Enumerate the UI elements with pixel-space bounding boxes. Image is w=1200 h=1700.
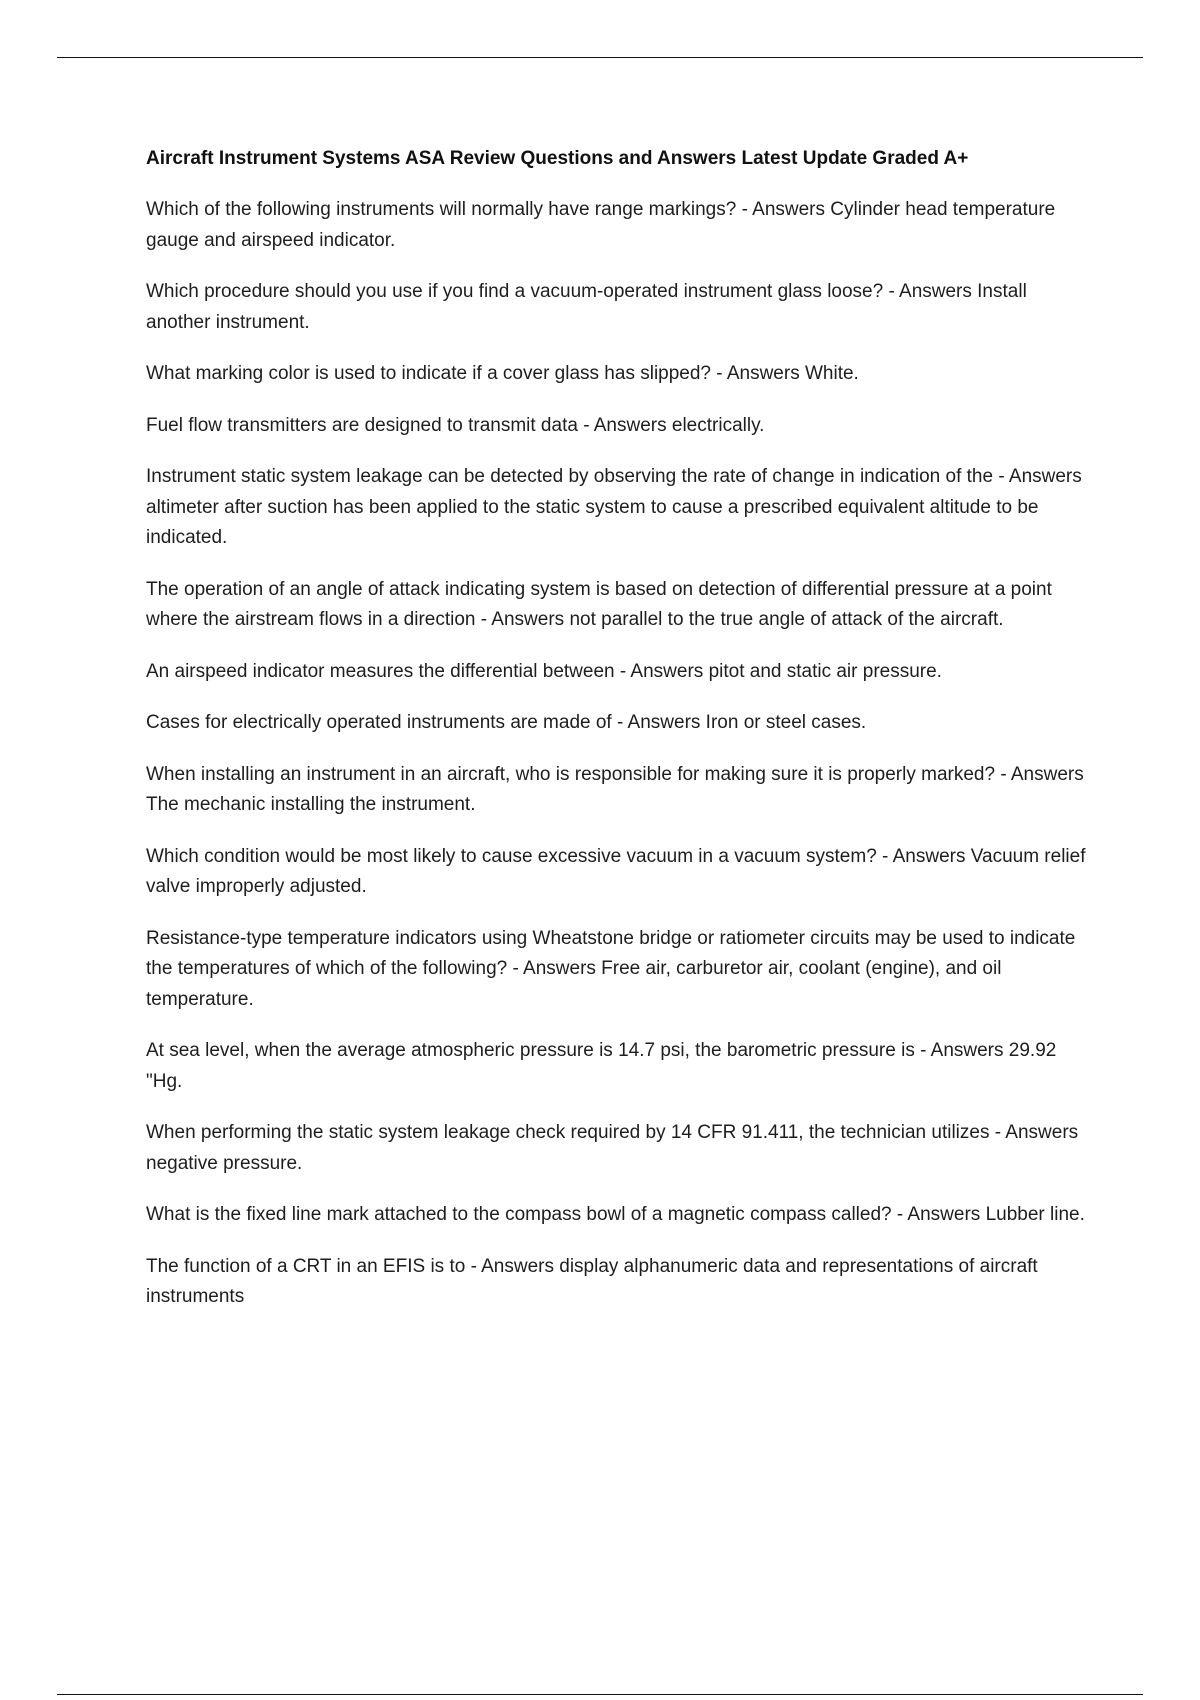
document-body — [146, 144, 1096, 1334]
qa-item-11: Resistance-type temperature indicators using Wheatstone bridge or ratiometer circuits may be used to indicate the temperatures of which of the following? - Answers Free air, carburetor air, coolant (engine), and oil temperature. — [146, 927, 1076, 1010]
document-title: Aircraft Instrument Systems ASA Review Questions and Answers Latest Update Graded A+ — [146, 148, 969, 169]
qa-item-15: The function of a CRT in an EFIS is to - Answers display alphanumeric data and representations of aircraft instruments — [146, 1255, 1038, 1307]
qa-item-8: Cases for electrically operated instruments are made of - Answers Iron or steel cases. — [146, 712, 867, 733]
footer-rule — [57, 1694, 1143, 1695]
qa-item-6: The operation of an angle of attack indicating system is based on detection of differential pressure at a point where the airstream flows in a direction - Answers not parallel to the true angle of attack of the aircraft. — [146, 578, 1052, 630]
qa-item-7: An airspeed indicator measures the differential between - Answers pitot and static air pressure. — [146, 660, 942, 682]
qa-item-12: At sea level, when the average atmospheric pressure is 14.7 psi, the barometric pressure is - Answers 29.92 "Hg. — [146, 1040, 1057, 1092]
qa-item-5: Instrument static system leakage can be detected by observing the rate of change in indication of the - Answers altimeter after suction has been applied to the static system to cause a prescribed equivalent altitude to be indicated. — [146, 466, 1082, 548]
qa-item-9: When installing an instrument in an aircraft, who is responsible for making sure it is properly marked? - Answers The mechanic installing the instrument. — [146, 763, 1084, 815]
qa-item-2: Which procedure should you use if you find a vacuum-operated instrument glass loose? - Answers Install another instrument. — [146, 281, 1027, 333]
qa-item-1: Which of the following instruments will normally have range markings? - Answers Cylinder head temperature gauge and airspeed indicator. — [146, 199, 1056, 251]
qa-item-10: Which condition would be most likely to cause excessive vacuum in a vacuum system? - Answers Vacuum relief valve improperly adjusted. — [146, 845, 1086, 897]
qa-item-3: What marking color is used to indicate if a cover glass has slipped? - Answers White. — [146, 363, 859, 384]
header-rule — [57, 57, 1143, 58]
qa-item-13: When performing the static system leakage check required by 14 CFR 91.411, the technician utilizes - Answers negative pressure. — [146, 1122, 1079, 1174]
qa-item-4: Fuel flow transmitters are designed to transmit data - Answers electrically. — [146, 414, 765, 436]
qa-item-14: What is the fixed line mark attached to the compass bowl of a magnetic compass called? - Answers Lubber line. — [146, 1204, 1085, 1225]
